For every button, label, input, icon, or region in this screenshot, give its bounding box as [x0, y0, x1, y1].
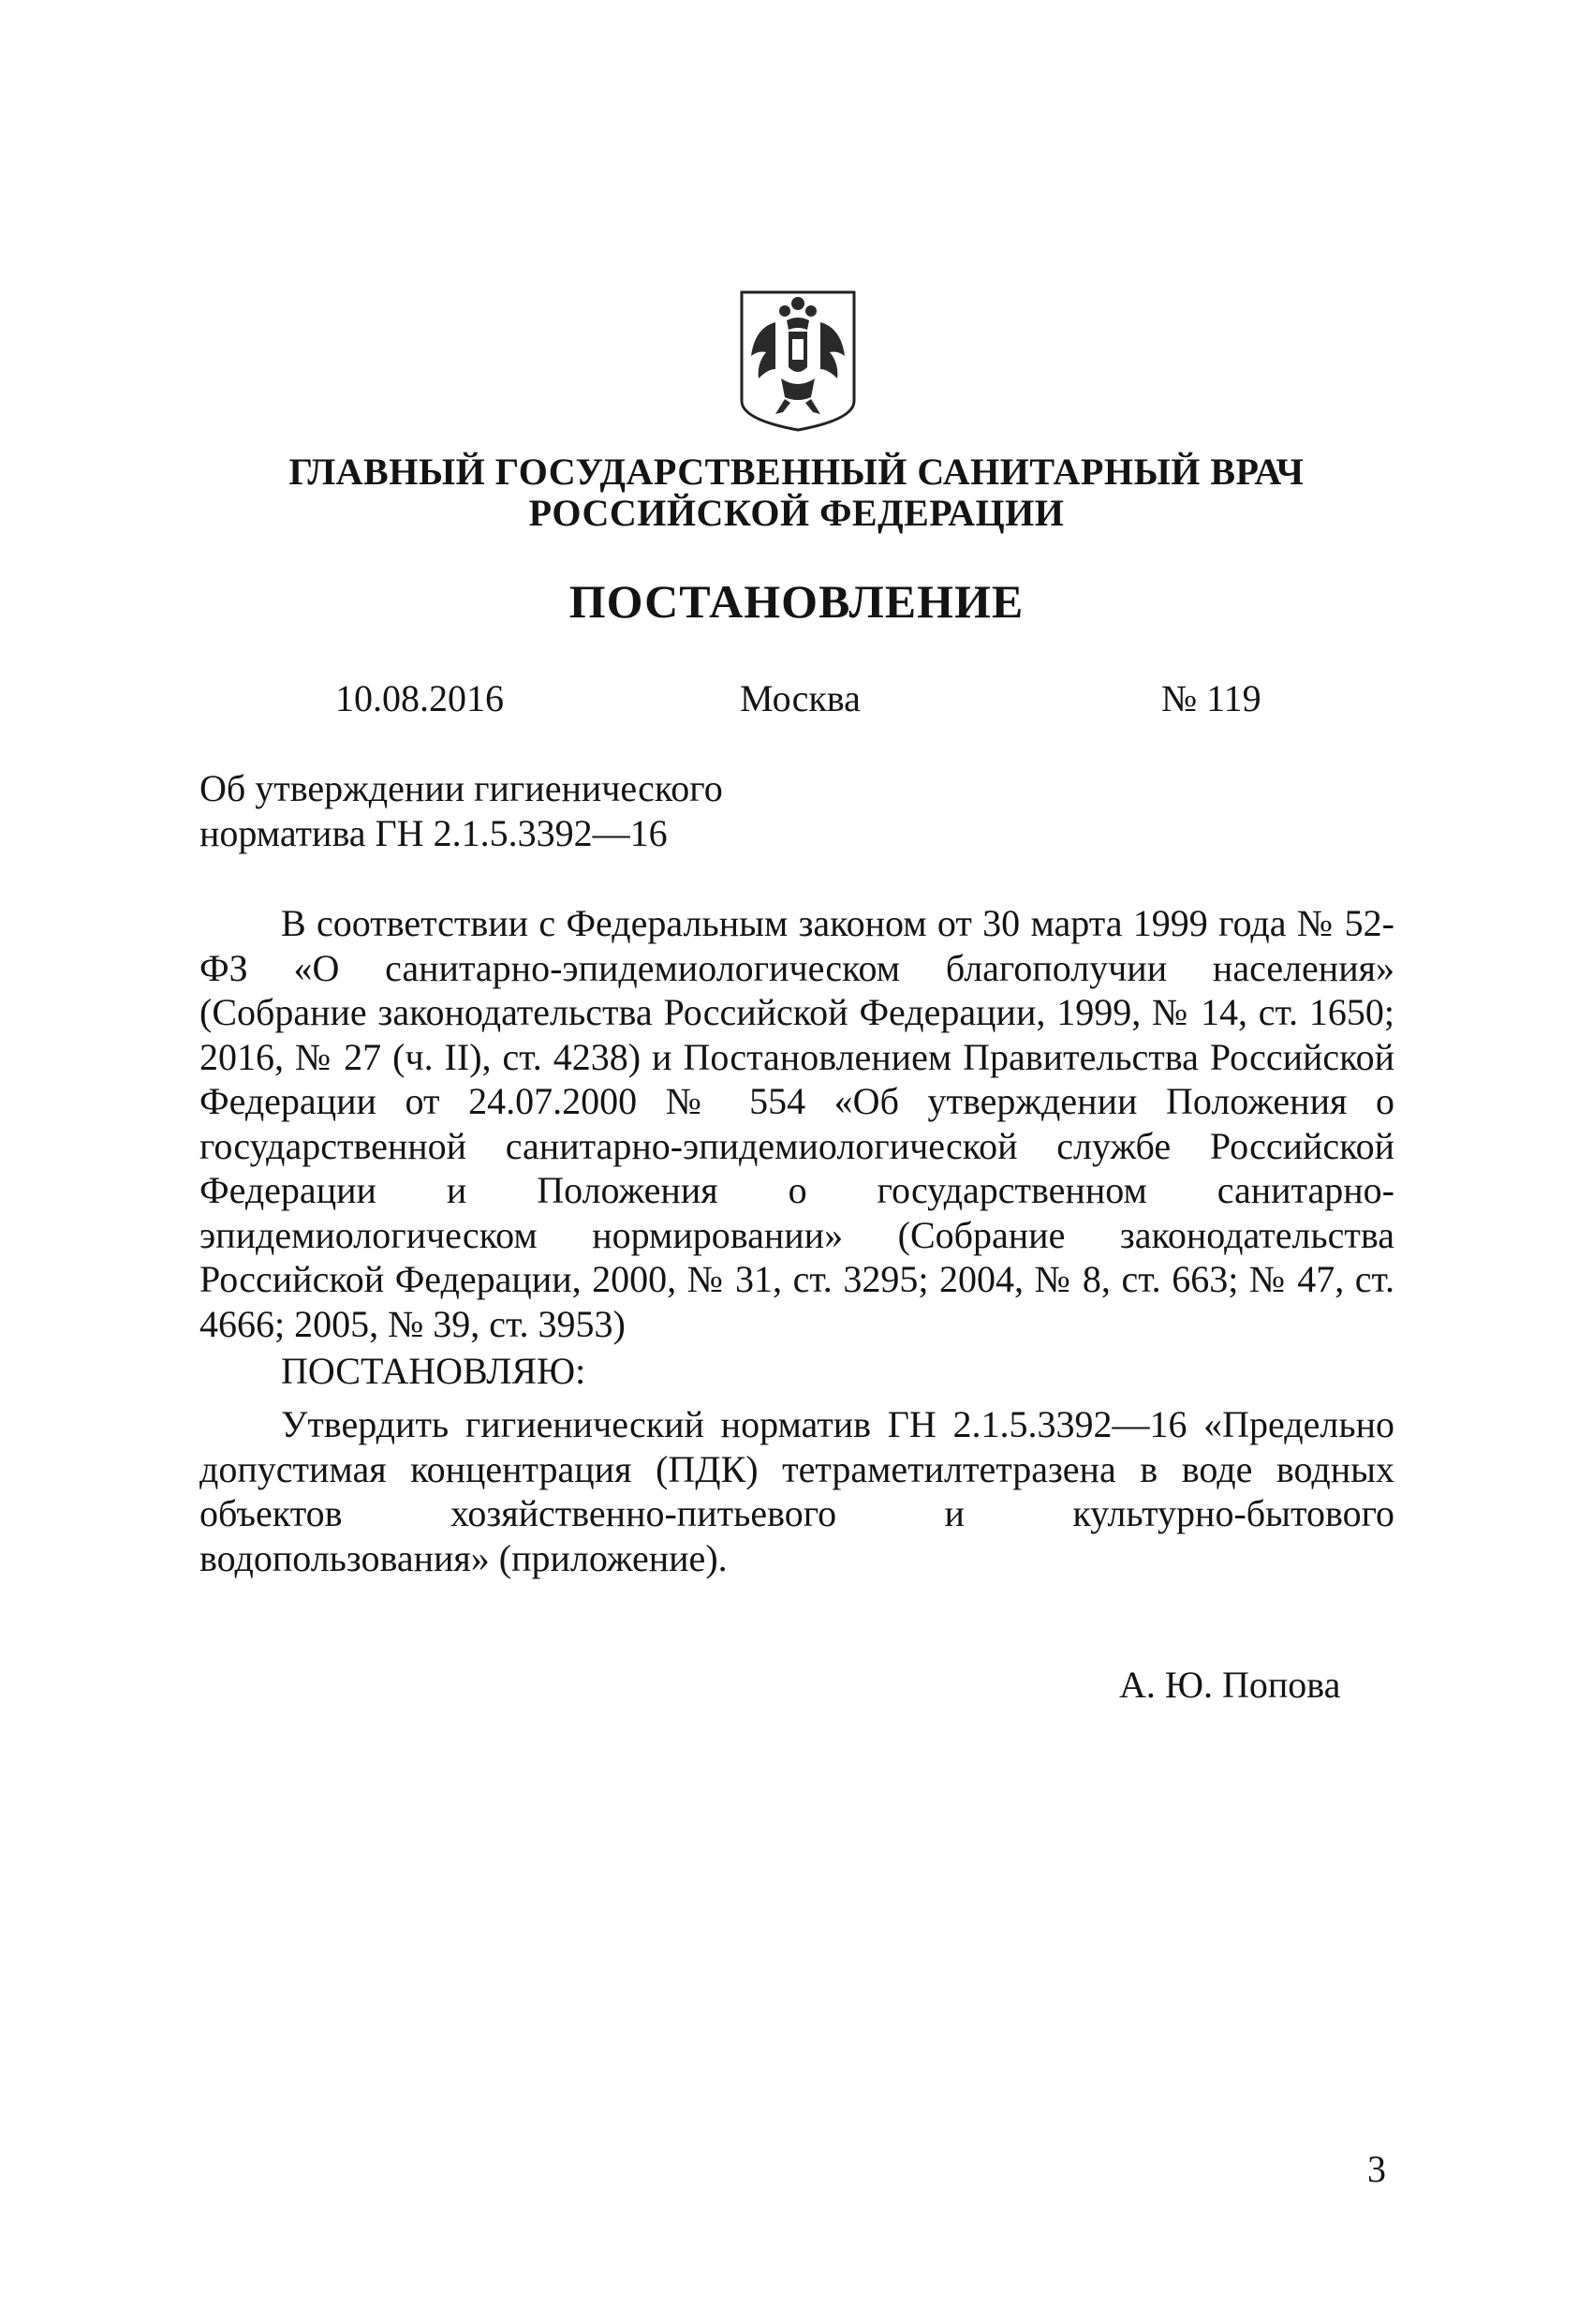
- decision-paragraph: Утвердить гигиенический норматив ГН 2.1.5.3392—16 «Предельно допустимая концентрация (ПДК) тетраметилтетразена в воде водных объектов хозяйственно-питьевого и культурно-бытового водопользования» (приложение).: [199, 1403, 1394, 1579]
- document-city: Москва: [740, 677, 861, 719]
- organization-name-line2: РОССИЙСКОЙ ФЕДЕРАЦИИ: [528, 492, 1065, 534]
- page-number: 3: [1367, 2148, 1386, 2190]
- signature-name: А. Ю. Попова: [1119, 1664, 1341, 1706]
- document-number: № 119: [1161, 677, 1261, 719]
- document-date: 10.08.2016: [335, 677, 504, 719]
- coat-of-arms-icon: [738, 289, 858, 434]
- document-subject-line2: норматива ГН 2.1.5.3392—16: [199, 812, 668, 854]
- document-subject-line1: Об утверждении гигиенического: [199, 767, 723, 809]
- document-type-title: ПОСТАНОВЛЕНИЕ: [568, 575, 1025, 628]
- resolve-heading: ПОСТАНОВЛЯЮ:: [281, 1350, 586, 1392]
- organization-name-line1: ГЛАВНЫЙ ГОСУДАРСТВЕННЫЙ САНИТАРНЫЙ ВРАЧ: [288, 451, 1305, 493]
- preamble-paragraph: В соответствии с Федеральным законом от 30 марта 1999 года № 52-ФЗ «О санитарно-эпидемиологическом благополучии населения» (Собрание законодательства Российской Федерации, 1999, № 14, ст. 1650; 2016, № 27 (ч. II), ст. 4238) и Постановлением Правительства Российской Федерации от 24.07.2000 № 554 «Об утверждении Положения о государственной санитарно-эпидемиологической службе Российской Федерации и Положения о государственном санитарно-эпидемиологическом нормировании» (Собрание законодательства Российской Федерации, 2000, № 31, ст. 3295; 2004, № 8, ст. 663; № 47, ст. 4666; 2005, № 39, ст. 3953): [199, 902, 1394, 1345]
